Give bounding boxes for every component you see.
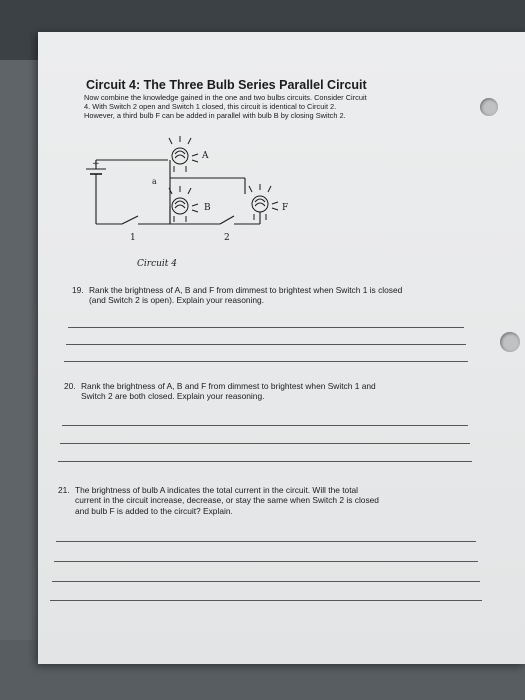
bulb-f-label: F: [282, 203, 289, 213]
question-text: (and Switch 2 is open). Explain your reasoning.: [89, 295, 265, 306]
circuit-diagram: [80, 132, 310, 257]
worksheet-title: Circuit 4: The Three Bulb Series Parallel Circuit: [86, 78, 367, 92]
answer-line[interactable]: [56, 541, 476, 542]
switch-2-blade: [220, 216, 234, 224]
intro-line: Now combine the knowledge gained in the one and two bulbs circuits. Consider Circuit: [84, 93, 367, 102]
intro-line: However, a third bulb F can be added in parallel with bulb B by closing Switch 2.: [84, 111, 346, 121]
bulb-a-icon: [169, 136, 198, 172]
answer-line[interactable]: [52, 581, 480, 582]
question-text: Rank the brightness of A, B and F from dimmest to brightest when Switch 1 and: [81, 381, 376, 391]
worksheet-paper: [38, 32, 525, 664]
junction-a-label: a: [152, 177, 157, 186]
answer-line[interactable]: [60, 443, 470, 444]
intro-paragraph: [84, 93, 464, 121]
bulb-f-icon: [249, 184, 278, 220]
battery-plus-label: +: [92, 159, 100, 169]
switch-1-label: 1: [130, 233, 136, 243]
question-text: The brightness of bulb A indicates the total current in the circuit. Will the total: [75, 485, 359, 495]
question-text: current in the circuit increase, decrease, or stay the same when Switch 2 is closed: [75, 495, 379, 506]
punch-hole-top: [480, 98, 498, 116]
question-text: Rank the brightness of A, B and F from dimmest to brightest when Switch 1 is closed: [89, 285, 403, 295]
switch-1-blade: [122, 216, 138, 224]
question-21: [58, 485, 478, 516]
question-number: 21.: [58, 485, 70, 495]
bulb-b-label: B: [204, 203, 211, 213]
question-number: 19.: [72, 285, 84, 295]
answer-line[interactable]: [50, 600, 482, 601]
question-number: 20.: [64, 381, 76, 391]
question-text: and bulb F is added to the circuit? Explain.: [75, 505, 233, 516]
answer-line[interactable]: [66, 344, 466, 345]
answer-line[interactable]: [54, 561, 478, 562]
bulb-b-icon: [169, 186, 198, 222]
question-20: [64, 381, 484, 402]
circuit-caption: Circuit 4: [137, 259, 177, 269]
bulb-a-label: A: [202, 151, 209, 161]
switch-2-label: 2: [224, 233, 230, 243]
punch-hole-middle: [500, 332, 520, 352]
answer-line[interactable]: [62, 425, 468, 426]
intro-line: 4. With Switch 2 open and Switch 1 closed, this circuit is identical to Circuit 2.: [84, 102, 337, 112]
answer-line[interactable]: [58, 461, 472, 462]
answer-line[interactable]: [68, 327, 464, 328]
question-19: [72, 285, 492, 306]
answer-line[interactable]: [64, 361, 468, 362]
question-text: Switch 2 are both closed. Explain your reasoning.: [81, 391, 265, 402]
